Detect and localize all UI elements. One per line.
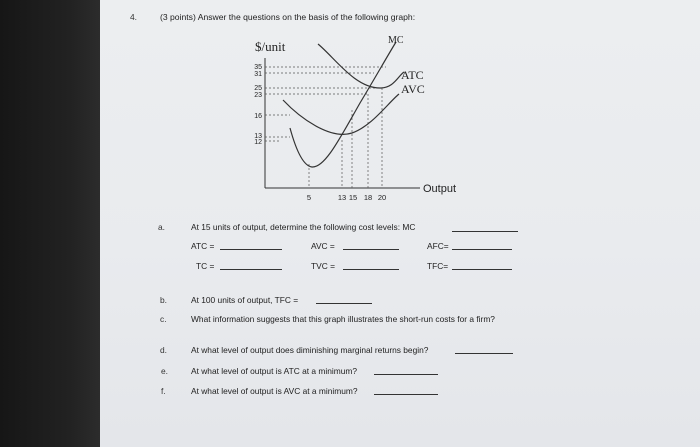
answer-blank-tc[interactable] xyxy=(220,269,282,270)
question-title: (3 points) Answer the questions on the basis of the following graph: xyxy=(160,12,416,22)
question-number: 4. xyxy=(130,12,137,22)
question-letter-c: c. xyxy=(160,314,167,324)
y-tick-23: 23 xyxy=(254,92,262,99)
y-tick-35: 35 xyxy=(254,64,262,71)
question-text-c: What information suggests that this graph illustrates the short-run costs for a firm? xyxy=(191,314,495,324)
x-axis-label: Output xyxy=(423,183,457,195)
cost-label-tvc: TVC = xyxy=(311,261,335,271)
answer-blank-afc[interactable] xyxy=(452,249,512,250)
question-text-e: At what level of output is ATC at a minimum? xyxy=(191,366,358,376)
answer-blank-tvc[interactable] xyxy=(343,269,399,270)
answer-blank-b[interactable] xyxy=(316,303,372,304)
question-text-b: At 100 units of output, TFC = xyxy=(191,295,299,305)
question-letter-a: a. xyxy=(158,222,165,232)
answer-blank-tfc[interactable] xyxy=(452,269,512,270)
y-tick-31: 31 xyxy=(254,71,262,78)
cost-label-tc: TC = xyxy=(196,261,215,271)
vertical-guides xyxy=(309,88,382,188)
answer-blank-e[interactable] xyxy=(374,374,438,375)
answer-blank-avc[interactable] xyxy=(343,249,399,250)
x-tick-13: 13 xyxy=(337,193,347,202)
answer-blank-d[interactable] xyxy=(455,353,513,354)
question-text-d: At what level of output does diminishing marginal returns begin? xyxy=(191,345,429,355)
x-tick-5: 5 xyxy=(306,193,312,202)
avc-curve xyxy=(283,94,399,134)
mc-label: MC xyxy=(388,35,404,46)
cost-label-tfc: TFC= xyxy=(427,261,449,271)
cost-label-atc: ATC = xyxy=(191,241,215,251)
cost-label-avc: AVC = xyxy=(311,241,335,251)
answer-blank-atc[interactable] xyxy=(220,249,282,250)
question-letter-f: f. xyxy=(161,386,166,396)
y-tick-16: 16 xyxy=(254,113,262,120)
question-text-f: At what level of output is AVC at a minimum? xyxy=(191,386,358,396)
x-tick-15: 15 xyxy=(348,193,358,202)
y-axis-label: $/unit xyxy=(255,39,286,54)
answer-blank-f[interactable] xyxy=(374,394,438,395)
atc-label: ATC xyxy=(401,68,424,82)
cost-label-afc: AFC= xyxy=(427,241,449,251)
question-letter-b: b. xyxy=(160,295,167,305)
y-tick-12: 12 xyxy=(254,139,262,146)
x-tick-18: 18 xyxy=(363,193,373,202)
question-text-a: At 15 units of output, determine the following cost levels: MC xyxy=(191,222,416,232)
y-tick-13: 13 xyxy=(254,133,262,140)
x-tick-20: 20 xyxy=(377,193,387,202)
answer-blank-mc[interactable] xyxy=(452,231,518,232)
question-letter-e: e. xyxy=(161,366,168,376)
avc-label: AVC xyxy=(401,82,425,96)
y-tick-25: 25 xyxy=(254,85,262,92)
mc-curve xyxy=(290,42,396,167)
question-letter-d: d. xyxy=(160,345,167,355)
